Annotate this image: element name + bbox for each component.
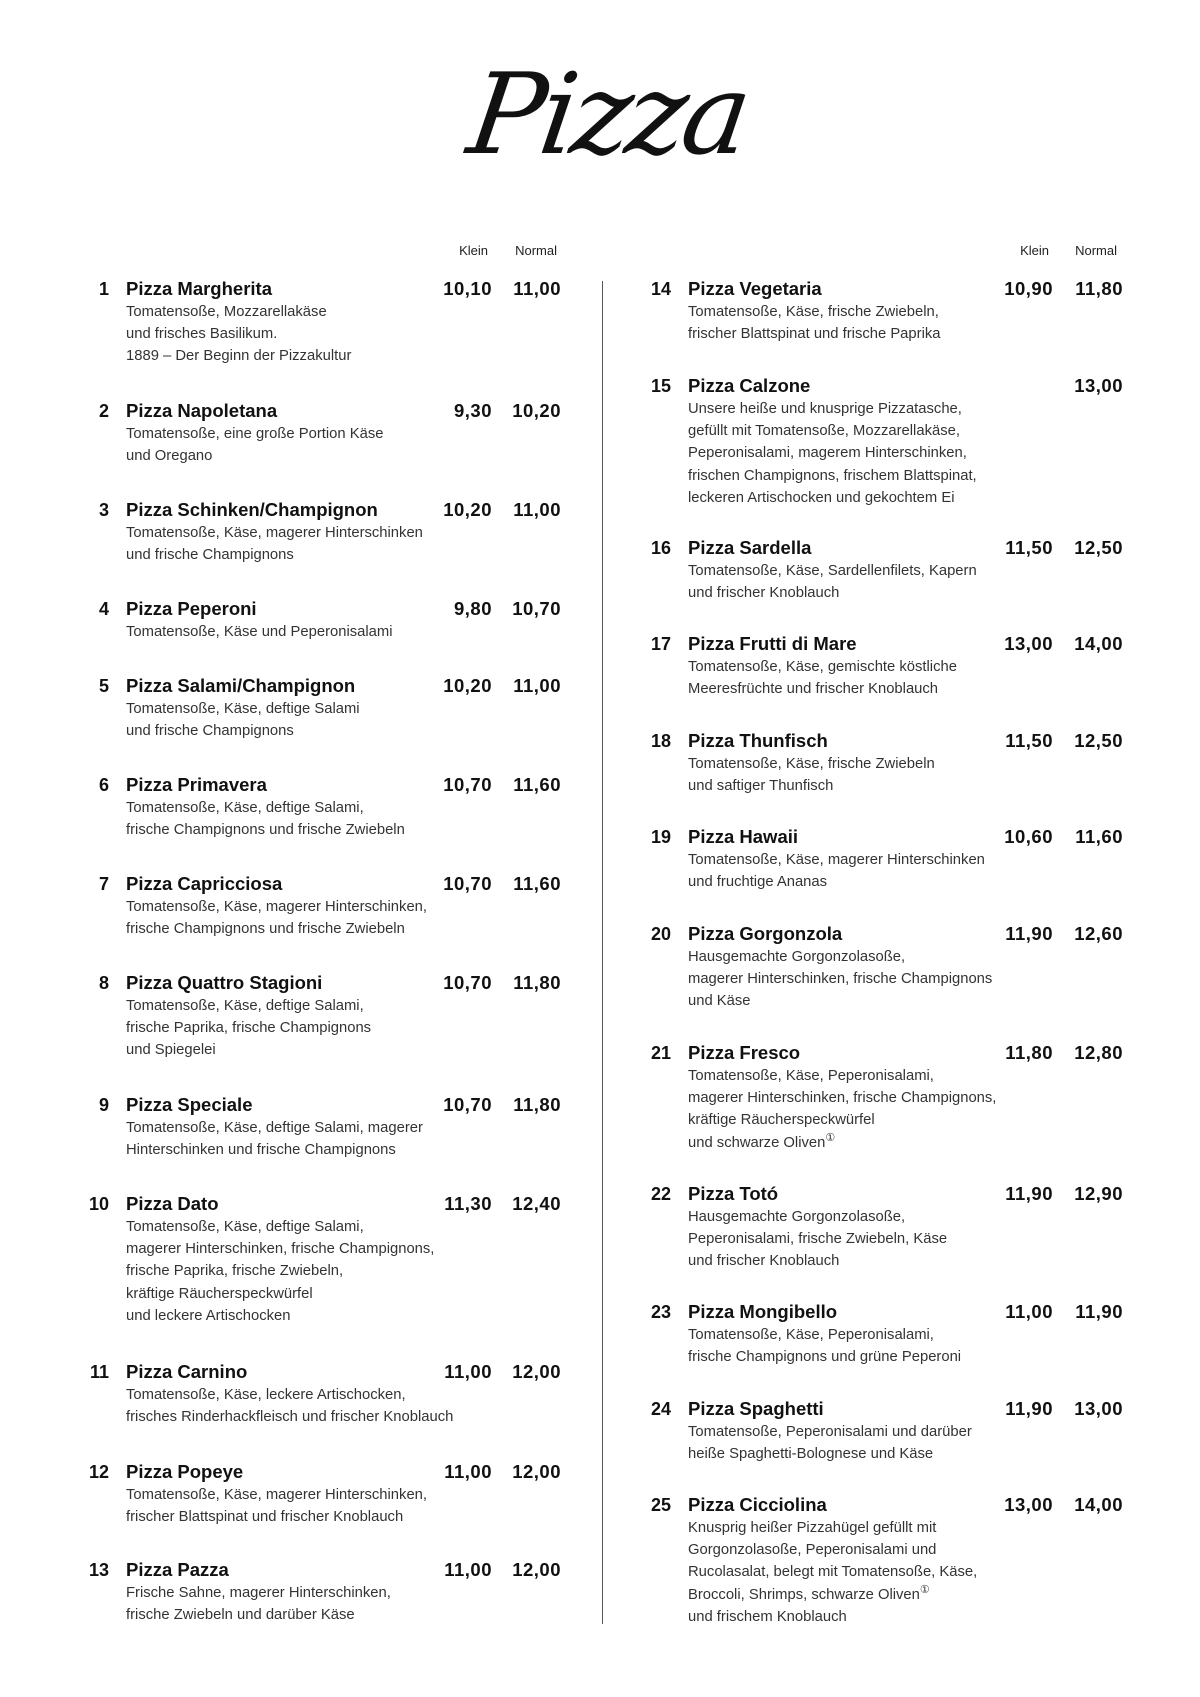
description-line: [688, 442, 977, 464]
description-line: [126, 797, 405, 819]
price-klein: 11,00: [444, 1559, 492, 1580]
description-text: und saftiger Thunfisch: [688, 778, 834, 795]
price-klein: 10,20: [443, 499, 492, 520]
description-text: Hausgemachte Gorgonzolasoße,: [688, 1209, 906, 1225]
description-text: Tomatensoße, Käse, magerer Hinterschinken: [126, 525, 423, 541]
item-description: [126, 698, 360, 742]
item-name: Pizza Napoletana: [126, 400, 278, 421]
description-line: [688, 1250, 947, 1272]
description-line: [688, 1228, 947, 1250]
item-name: Pizza Fresco: [688, 1042, 801, 1063]
item-description: [126, 423, 383, 467]
item-number: 23: [650, 1302, 671, 1322]
description-text: Tomatensoße, eine große Portion Käse: [126, 426, 384, 442]
description-text: und Spiegelei: [126, 1042, 216, 1059]
price-klein: 11,90: [1005, 1183, 1053, 1204]
description-text: Tomatensoße, Käse, frische Zwiebeln: [688, 756, 935, 772]
description-line: [688, 1606, 977, 1628]
description-line: [126, 445, 383, 467]
description-text: frisches Rinderhackfleisch und frischer Knoblauch: [126, 1409, 454, 1426]
description-text: Tomatensoße, Käse, magerer Hinterschinken: [688, 852, 985, 868]
description-line: [688, 678, 957, 700]
description-text: und leckere Artischocken: [126, 1307, 291, 1324]
item-name: Pizza Totó: [688, 1183, 779, 1204]
price-klein: 10,70: [443, 774, 492, 795]
item-name: Pizza Mongibello: [688, 1301, 838, 1322]
description-line: [688, 753, 935, 775]
description-line: [126, 1039, 371, 1061]
description-text: und frischer Knoblauch: [688, 1253, 840, 1270]
item-name: Pizza Peperoni: [126, 598, 257, 619]
description-line: [688, 1132, 996, 1154]
description-text: frische Paprika, frische Champignons: [126, 1020, 372, 1037]
item-name: Pizza Frutti di Mare: [688, 633, 857, 654]
description-line: [126, 423, 383, 445]
price-normal: 12,00: [512, 1361, 561, 1382]
description-line: [688, 420, 977, 442]
item-number: 8: [98, 973, 109, 993]
description-text: Tomatensoße, Käse, deftige Salami, magerer: [126, 1120, 423, 1136]
description-line: [688, 968, 992, 990]
description-line: [126, 819, 405, 841]
description-line: [126, 1117, 423, 1139]
description-text: frischer Blattspinat und frische Paprika: [688, 326, 941, 343]
description-text: und frischem Knoblauch: [688, 1608, 847, 1625]
description-line: [126, 345, 351, 367]
description-line: [126, 1260, 434, 1282]
description-line: [126, 1582, 391, 1604]
item-description: [688, 1421, 972, 1465]
price-normal: 11,00: [513, 278, 561, 299]
item-number: 18: [650, 731, 671, 751]
description-text: heiße Spaghetti-Bolognese und Käse: [688, 1446, 934, 1463]
description-text: Tomatensoße, Käse, deftige Salami,: [126, 1219, 364, 1235]
price-normal: 12,80: [1074, 1042, 1123, 1063]
price-klein: 10,60: [1004, 826, 1053, 847]
price-normal: 11,80: [513, 972, 561, 993]
left-header-klein: Klein: [459, 243, 488, 258]
description-line: [688, 1065, 996, 1087]
description-line: [688, 1561, 977, 1583]
item-number: 13: [88, 1560, 109, 1580]
price-normal: 12,90: [1074, 1183, 1123, 1204]
item-number: 15: [650, 376, 671, 396]
description-text: und frische Champignons: [126, 547, 294, 564]
description-text: leckeren Artischocken und gekochtem Ei: [688, 489, 955, 506]
description-line: [126, 1604, 391, 1626]
description-text: Tomatensoße, Käse, frische Zwiebeln,: [688, 304, 939, 320]
item-name: Pizza Calzone: [688, 375, 811, 396]
item-name: Pizza Primavera: [126, 774, 267, 795]
description-text: Broccoli, Shrimps, schwarze Oliven: [688, 1586, 920, 1603]
description-text: frische Zwiebeln und darüber Käse: [126, 1607, 355, 1624]
item-description: [688, 301, 941, 345]
description-text: und frisches Basilikum.: [126, 326, 278, 343]
price-normal: 14,00: [1074, 1494, 1123, 1515]
item-number: 25: [650, 1495, 671, 1515]
description-line: [688, 775, 935, 797]
description-line: [688, 656, 957, 678]
description-text: kräftige Räucherspeckwürfel: [688, 1112, 875, 1129]
item-number: 21: [650, 1043, 671, 1063]
price-klein: 10,70: [443, 972, 492, 993]
price-normal: 10,70: [512, 598, 561, 619]
price-normal: 12,40: [512, 1193, 561, 1214]
item-description: [126, 1582, 391, 1626]
description-line: [126, 896, 427, 918]
item-description: [688, 1517, 977, 1628]
item-name: Pizza Margherita: [126, 278, 272, 299]
item-number: 14: [650, 279, 671, 299]
price-normal: 10,20: [512, 400, 561, 421]
item-name: Pizza Pazza: [126, 1559, 229, 1580]
price-normal: 13,00: [1074, 1398, 1123, 1419]
price-klein: 11,30: [444, 1193, 492, 1214]
description-line: [688, 1584, 977, 1606]
item-description: [126, 1384, 453, 1428]
price-klein: 11,00: [1005, 1301, 1053, 1322]
description-text: frische Champignons und grüne Peperoni: [688, 1349, 962, 1366]
item-name: Pizza Schinken/Champignon: [126, 499, 378, 520]
item-description: [126, 1117, 423, 1161]
description-line: [126, 1017, 371, 1039]
description-text: Frische Sahne, magerer Hinterschinken,: [126, 1585, 391, 1601]
description-text: gefüllt mit Tomatensoße, Mozzarellakäse,: [688, 423, 960, 440]
description-line: [688, 1109, 996, 1131]
price-normal: 12,00: [512, 1559, 561, 1580]
description-line: [126, 698, 360, 720]
price-klein: 10,90: [1004, 278, 1053, 299]
item-description: [688, 656, 957, 700]
description-line: [126, 1506, 427, 1528]
page-title: Pizza: [460, 50, 756, 180]
footnote-marker: ①: [825, 1131, 836, 1144]
description-line: [126, 720, 360, 742]
item-number: 7: [98, 874, 109, 894]
price-normal: 11,80: [1075, 278, 1123, 299]
price-klein: 11,00: [444, 1461, 492, 1482]
description-line: [126, 1238, 434, 1260]
item-number: 1: [98, 279, 109, 299]
item-description: [688, 1324, 961, 1368]
description-line: [126, 1384, 453, 1406]
description-line: [126, 918, 427, 940]
description-line: [126, 1139, 423, 1161]
description-text: frischer Blattspinat und frischer Knoblauch: [126, 1509, 404, 1526]
description-line: [126, 1406, 453, 1428]
description-text: 1889 – Der Beginn der Pizzakultur: [126, 348, 352, 365]
price-klein: 13,00: [1004, 633, 1053, 654]
item-description: [688, 946, 992, 1013]
description-text: Tomatensoße, Käse, deftige Salami: [126, 701, 360, 717]
item-name: Pizza Thunfisch: [688, 730, 828, 751]
item-number: 12: [88, 1462, 109, 1482]
price-normal: 11,00: [513, 499, 561, 520]
description-line: [126, 995, 371, 1017]
price-klein: 13,00: [1004, 1494, 1053, 1515]
description-text: und fruchtige Ananas: [688, 874, 828, 891]
item-description: [126, 797, 405, 841]
item-name: Pizza Cicciolina: [688, 1494, 827, 1515]
description-line: [126, 301, 351, 323]
item-number: 19: [650, 827, 671, 847]
price-normal: 12,50: [1074, 537, 1123, 558]
item-number: 10: [88, 1194, 109, 1214]
description-line: [688, 1443, 972, 1465]
description-line: [688, 560, 977, 582]
description-text: und Oregano: [126, 448, 213, 465]
description-line: [688, 1324, 961, 1346]
item-number: 4: [98, 599, 109, 619]
description-text: Tomatensoße, Käse, deftige Salami,: [126, 800, 364, 816]
description-line: [688, 398, 977, 420]
column-divider: [602, 281, 603, 1624]
item-number: 20: [650, 924, 671, 944]
item-name: Pizza Quattro Stagioni: [126, 972, 323, 993]
item-number: 17: [650, 634, 671, 654]
description-line: [126, 621, 393, 643]
price-normal: 14,00: [1074, 633, 1123, 654]
description-text: frische Paprika, frische Zwiebeln,: [126, 1263, 344, 1280]
description-text: kräftige Räucherspeckwürfel: [126, 1285, 313, 1302]
item-name: Pizza Carnino: [126, 1361, 248, 1382]
description-text: Hausgemachte Gorgonzolasoße,: [688, 949, 906, 965]
item-number: 16: [650, 538, 671, 558]
description-text: frische Champignons und frische Zwiebeln: [126, 921, 405, 938]
description-text: Unsere heiße und knusprige Pizzatasche,: [688, 401, 962, 417]
item-number: 24: [650, 1399, 671, 1419]
price-klein: 11,90: [1005, 1398, 1053, 1419]
description-line: [126, 323, 351, 345]
price-klein: 11,90: [1005, 923, 1053, 944]
price-normal: 11,00: [513, 675, 561, 696]
description-text: Rucolasalat, belegt mit Tomatensoße, Käse,: [688, 1564, 978, 1581]
item-name: Pizza Popeye: [126, 1461, 244, 1482]
price-klein: 9,30: [453, 400, 492, 421]
item-description: [126, 896, 427, 940]
description-line: [126, 522, 423, 544]
description-text: Tomatensoße, Käse, magerer Hinterschinken,: [126, 1487, 428, 1503]
description-line: [126, 1484, 427, 1506]
item-number: 9: [98, 1095, 109, 1115]
item-number: 6: [98, 775, 109, 795]
price-klein: 9,80: [453, 598, 492, 619]
description-line: [688, 849, 985, 871]
description-text: Tomatensoße, Mozzarellakäse: [126, 304, 327, 320]
description-line: [688, 1087, 996, 1109]
description-text: Tomatensoße, Käse, Sardellenfilets, Kapern: [688, 563, 977, 579]
description-text: und frische Champignons: [126, 723, 294, 740]
item-description: [126, 995, 371, 1062]
item-name: Pizza Capricciosa: [126, 873, 283, 894]
description-line: [126, 1283, 434, 1305]
right-header-normal: Normal: [1075, 243, 1117, 258]
item-description: [688, 1065, 996, 1154]
description-text: und schwarze Oliven: [688, 1134, 826, 1151]
description-text: Tomatensoße, Käse, Peperonisalami,: [688, 1068, 934, 1084]
description-line: [688, 323, 941, 345]
price-klein: 10,70: [443, 1094, 492, 1115]
price-normal: 12,00: [512, 1461, 561, 1482]
item-name: Pizza Hawaii: [688, 826, 799, 847]
description-text: Tomatensoße, Käse, gemischte köstliche: [688, 659, 957, 675]
price-normal: 11,60: [513, 774, 561, 795]
item-number: 3: [98, 500, 109, 520]
price-klein: 11,80: [1005, 1042, 1053, 1063]
price-normal: 13,00: [1074, 375, 1123, 396]
description-line: [126, 1216, 434, 1238]
description-text: Gorgonzolasoße, Peperonisalami und: [688, 1542, 937, 1559]
price-klein: 10,20: [443, 675, 492, 696]
description-line: [126, 1305, 434, 1327]
description-text: Tomatensoße, Käse, deftige Salami,: [126, 998, 364, 1014]
description-text: Tomatensoße, Käse, magerer Hinterschinken,: [126, 899, 428, 915]
footnote-marker: ①: [919, 1583, 930, 1596]
description-text: Hinterschinken und frische Champignons: [126, 1142, 396, 1159]
description-line: [688, 1517, 977, 1539]
item-description: [126, 621, 393, 643]
price-normal: 11,80: [513, 1094, 561, 1115]
item-number: 11: [89, 1362, 109, 1382]
description-text: frischen Champignons, frischem Blattspinat,: [688, 467, 977, 484]
item-description: [126, 522, 423, 566]
item-number: 22: [650, 1184, 671, 1204]
item-number: 5: [98, 676, 109, 696]
item-description: [688, 849, 985, 893]
price-klein: 10,10: [443, 278, 492, 299]
description-line: [688, 871, 985, 893]
left-header-normal: Normal: [515, 243, 557, 258]
price-normal: 11,90: [1075, 1301, 1123, 1322]
item-name: Pizza Spaghetti: [688, 1398, 824, 1419]
description-line: [688, 1206, 947, 1228]
price-klein: 11,50: [1005, 730, 1053, 751]
description-text: Tomatensoße, Peperonisalami und darüber: [688, 1424, 972, 1440]
description-text: Peperonisalami, magerem Hinterschinken,: [688, 445, 967, 462]
item-description: [688, 1206, 947, 1273]
description-text: frische Champignons und frische Zwiebeln: [126, 822, 405, 839]
description-text: Tomatensoße, Käse und Peperonisalami: [126, 624, 393, 640]
description-text: Meeresfrüchte und frischer Knoblauch: [688, 681, 939, 698]
item-name: Pizza Sardella: [688, 537, 812, 558]
description-text: Tomatensoße, Käse, Peperonisalami,: [688, 1327, 934, 1343]
price-normal: 12,50: [1074, 730, 1123, 751]
item-description: [688, 753, 935, 797]
item-name: Pizza Dato: [126, 1193, 219, 1214]
description-text: magerer Hinterschinken, frische Champignons: [688, 971, 993, 988]
price-klein: 10,70: [443, 873, 492, 894]
description-text: und Käse: [688, 993, 751, 1010]
description-line: [688, 582, 977, 604]
price-normal: 11,60: [513, 873, 561, 894]
description-line: [688, 1346, 961, 1368]
item-description: [126, 301, 351, 368]
description-text: Tomatensoße, Käse, leckere Artischocken,: [126, 1387, 406, 1403]
description-line: [688, 1421, 972, 1443]
price-klein: 11,50: [1005, 537, 1053, 558]
item-description: [688, 398, 977, 509]
description-line: [688, 487, 977, 509]
description-line: [688, 990, 992, 1012]
description-line: [688, 1539, 977, 1561]
description-line: [688, 465, 977, 487]
description-text: und frischer Knoblauch: [688, 585, 840, 602]
description-line: [688, 946, 992, 968]
price-normal: 12,60: [1074, 923, 1123, 944]
item-name: Pizza Gorgonzola: [688, 923, 843, 944]
price-normal: 11,60: [1075, 826, 1123, 847]
description-line: [126, 544, 423, 566]
description-text: magerer Hinterschinken, frische Champignons,: [688, 1090, 997, 1107]
right-header-klein: Klein: [1020, 243, 1049, 258]
description-text: Peperonisalami, frische Zwiebeln, Käse: [688, 1231, 948, 1248]
item-name: Pizza Vegetaria: [688, 278, 822, 299]
item-name: Pizza Speciale: [126, 1094, 253, 1115]
description-line: [688, 301, 941, 323]
item-number: 2: [98, 401, 109, 421]
description-text: Knusprig heißer Pizzahügel gefüllt mit: [688, 1520, 937, 1536]
description-text: magerer Hinterschinken, frische Champignons,: [126, 1241, 435, 1258]
item-description: [126, 1216, 434, 1327]
item-description: [688, 560, 977, 604]
price-klein: 11,00: [444, 1361, 492, 1382]
item-description: [126, 1484, 427, 1528]
item-name: Pizza Salami/Champignon: [126, 675, 356, 696]
